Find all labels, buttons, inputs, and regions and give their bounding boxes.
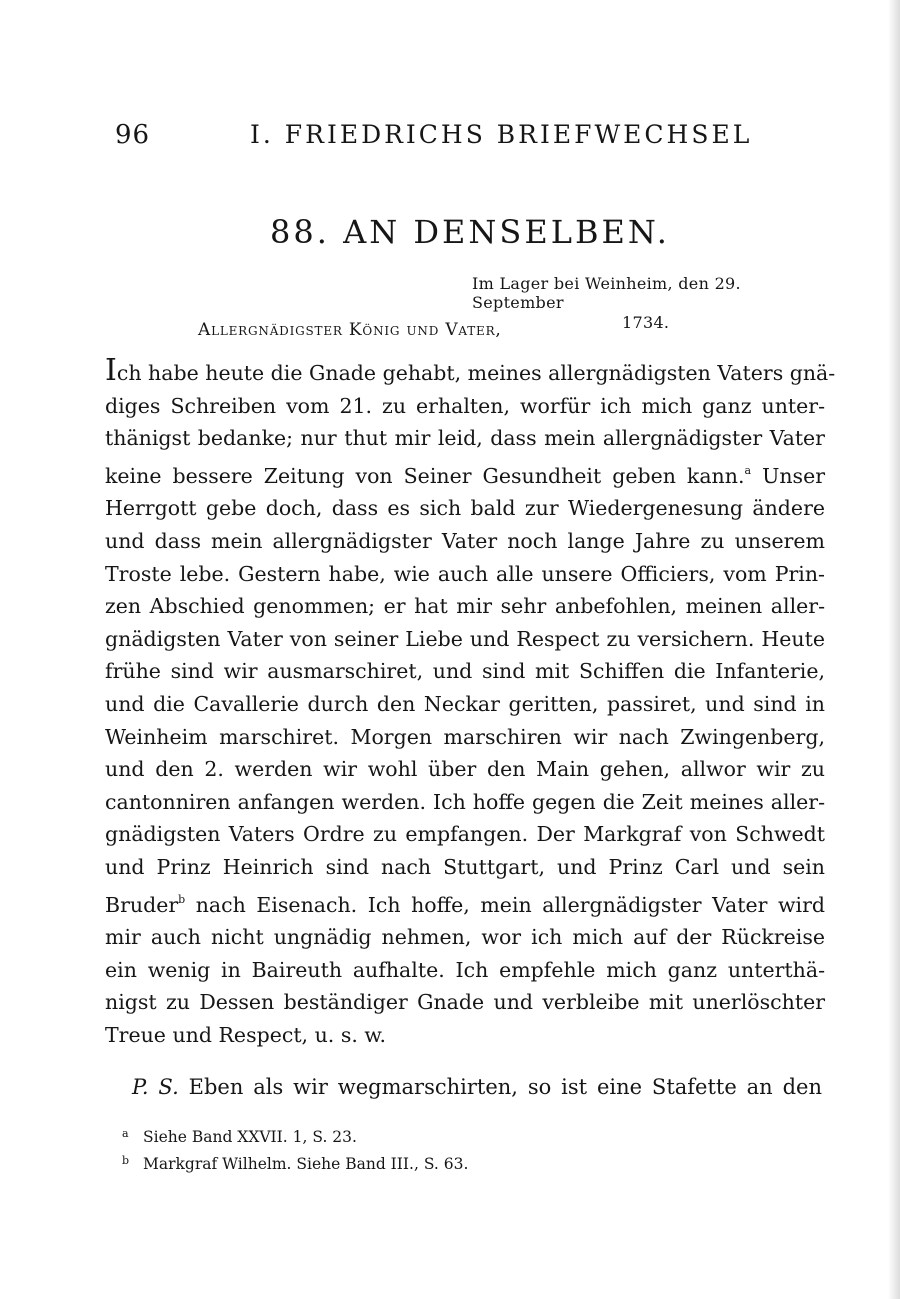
body-line: und dass mein allergnädigster Vater noch lange Jahre zu unserem	[105, 528, 825, 553]
running-head: I. FRIEDRICHS BRIEFWECHSEL	[250, 120, 753, 149]
body-line: gnädigsten Vaters Ordre zu empfangen. Der Markgraf von Schwedt	[105, 822, 825, 847]
footnote-ref-a: a	[744, 463, 752, 477]
page-number: 96	[115, 120, 151, 150]
body-line: Ich habe heute die Gnade gehabt, meines allergnädigsten Vaters gnä-	[105, 353, 836, 388]
body-line: nigst zu Dessen beständiger Gnade und verbleibe mit unerlöschter	[105, 990, 825, 1015]
footnote-text: Siehe Band XXVII. 1, S. 23.	[143, 1128, 357, 1146]
body-line: Troste lebe. Gestern habe, wie auch alle unsere Officiers, vom Prin-	[105, 561, 825, 586]
body-line: Treue und Respect, u. s. w.	[105, 1022, 387, 1047]
body-line: Herrgott gebe doch, dass es sich bald zur Wiedergenesung ändere	[105, 496, 825, 521]
body-line: und die Cavallerie durch den Neckar geritten, passiret, und sind in	[105, 691, 825, 716]
footnote-text: Markgraf Wilhelm. Siehe Band III., S. 63.	[143, 1155, 469, 1173]
footnote-ref-b: b	[178, 892, 186, 906]
dateline-year: 1734.	[622, 313, 670, 332]
body-line: Bruder$^b$ nach Eisenach. Ich hoffe, mein allergnädigster Vater wird	[105, 892, 825, 917]
footnote	[122, 1122, 622, 1149]
letter-body	[105, 353, 836, 1051]
footnote-mark: b	[122, 1154, 130, 1167]
body-line: gnädigsten Vater von seiner Liebe und Respect zu versichern. Heute	[105, 626, 825, 651]
letter-title: 88. AN DENSELBEN.	[270, 213, 670, 251]
body-line: keine bessere Zeitung von Seiner Gesundheit geben kann.$^a$ Unser	[105, 463, 825, 488]
body-line: mir auch nicht ungnädig nehmen, wor ich mich auf der Rückreise	[105, 925, 825, 950]
drop-cap: I	[105, 353, 117, 388]
footnote-mark: a	[122, 1127, 129, 1140]
dateline-place-date: Im Lager bei Weinheim, den 29. September	[472, 274, 741, 312]
body-line: diges Schreiben vom 21. zu erhalten, worfür ich mich ganz unter-	[105, 393, 825, 418]
body-line: und den 2. werden wir wohl über den Main gehen, allwor wir zu	[105, 757, 825, 782]
body-line: zen Abschied genommen; er hat mir sehr anbefohlen, meinen aller-	[105, 594, 825, 619]
dateline	[472, 274, 822, 332]
body-line: cantonniren anfangen werden. Ich hoffe gegen die Zeit meines aller-	[105, 789, 825, 814]
salutation: Allergnädigster König und Vater,	[198, 320, 502, 340]
footnotes	[122, 1122, 622, 1176]
footnote	[122, 1149, 622, 1176]
postscript-text: Eben als wir wegmarschirten, so ist eine Stafette an den	[188, 1075, 822, 1099]
body-line: frühe sind wir ausmarschiret, und sind mit Schiffen die Infanterie,	[105, 659, 825, 684]
body-line: ein wenig in Baireuth aufhalte. Ich empfehle mich ganz unterthä-	[105, 957, 825, 982]
body-line: thänigst bedanke; nur thut mir leid, dass mein allergnädigster Vater	[105, 426, 825, 451]
scan-shadow-edge	[888, 0, 900, 1299]
postscript-label: P. S.	[132, 1075, 179, 1099]
postscript	[132, 1075, 822, 1099]
body-line: und Prinz Heinrich sind nach Stuttgart, und Prinz Carl und sein	[105, 854, 825, 879]
body-line: Weinheim marschiret. Morgen marschiren wir nach Zwingenberg,	[105, 724, 825, 749]
